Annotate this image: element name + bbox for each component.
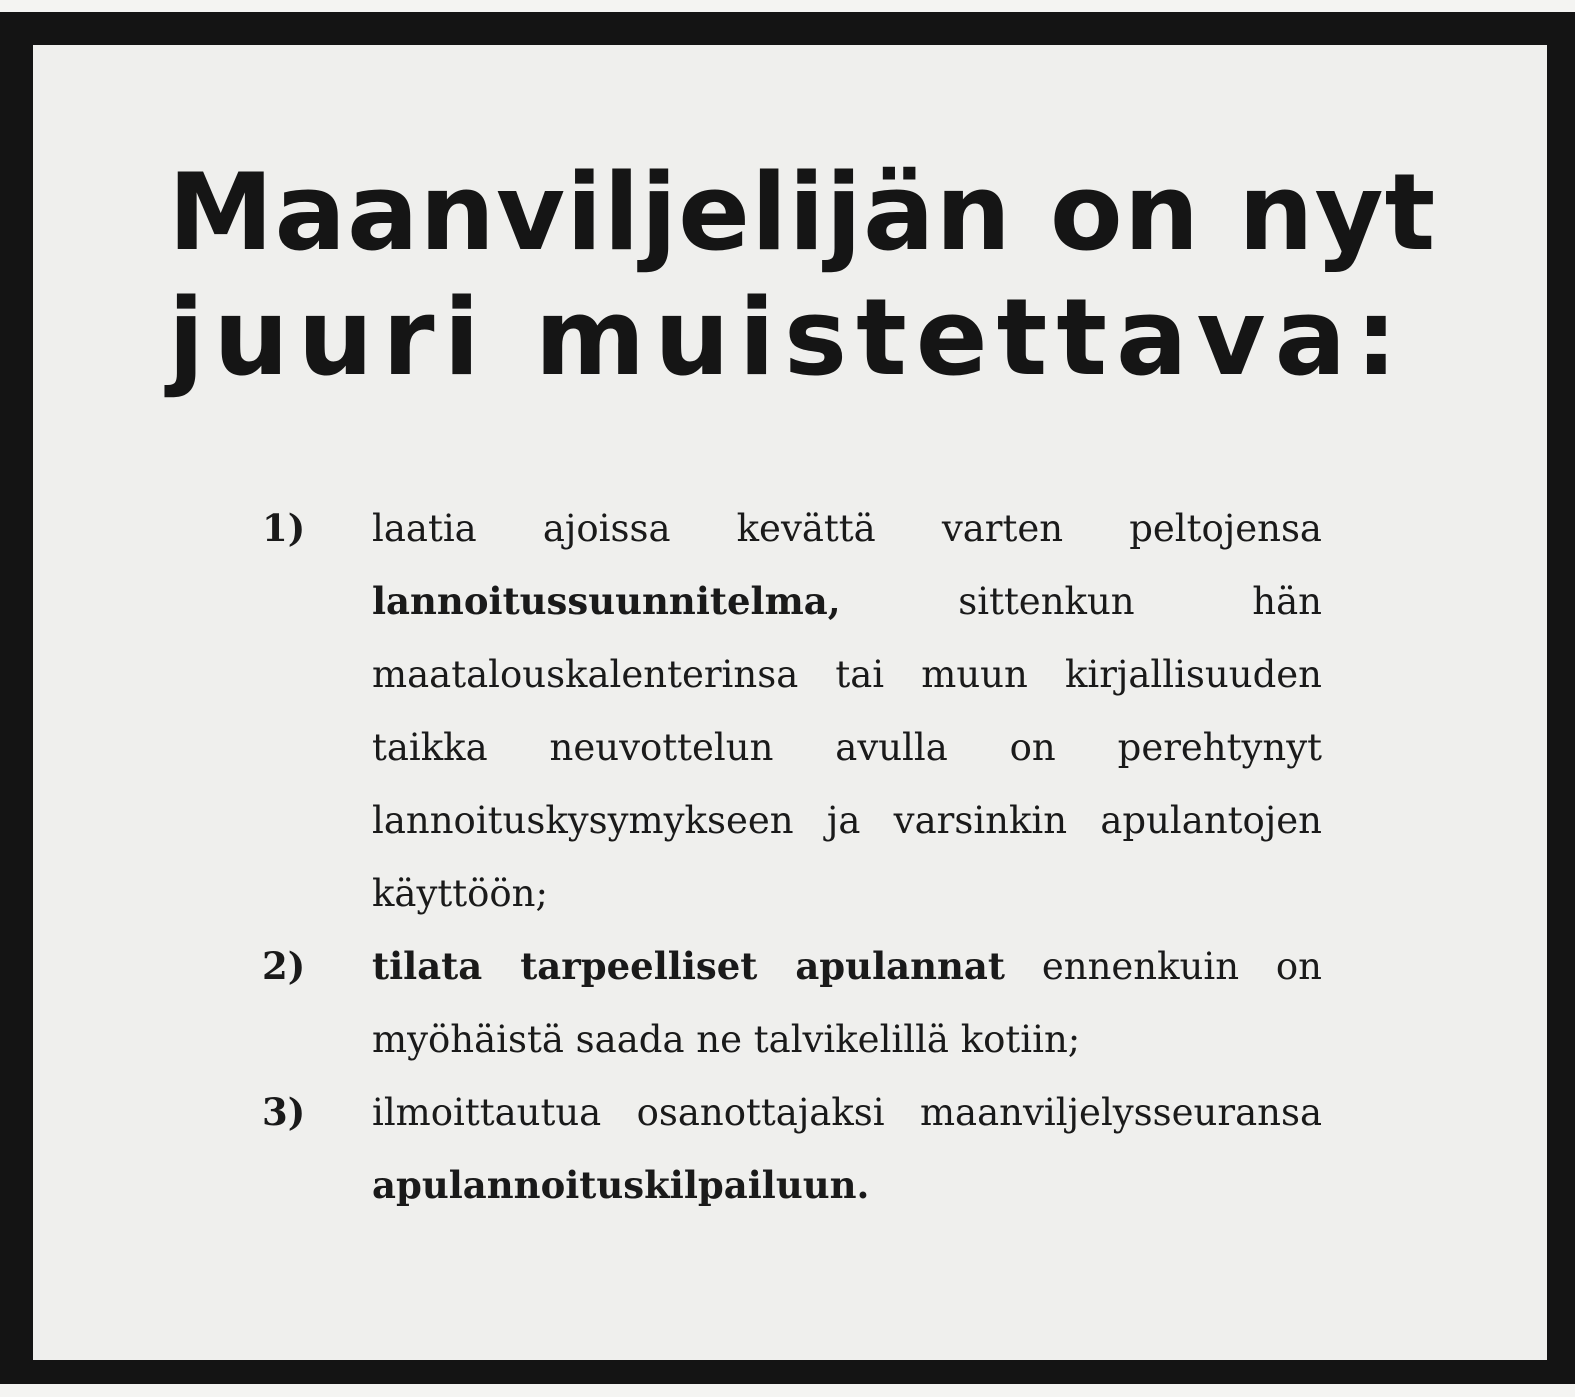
reminder-list <box>262 492 1322 1222</box>
reminder-item-2 <box>262 930 1322 1076</box>
headline-line-1: Maanviljelijän on nyt <box>168 151 1437 274</box>
item-emphasis: tilata tarpeelliset apulannat <box>372 944 1005 988</box>
item-number: 2) <box>262 944 306 988</box>
reminder-item-1 <box>262 492 1322 930</box>
item-emphasis: apulannoituskilpailuun. <box>372 1163 870 1207</box>
item-number: 3) <box>262 1090 306 1134</box>
ad-headline <box>168 150 1437 400</box>
reminder-item-3 <box>262 1076 1322 1222</box>
item-text: laatia ajoissa kevättä varten peltojensa <box>372 507 1322 550</box>
item-text-continued: ennenkuin on myöhäistä saada ne talvikelillä kotiin; <box>372 945 1322 1061</box>
item-number: 1) <box>262 506 306 550</box>
item-emphasis: lannoitussuunnitelma, <box>372 579 841 623</box>
item-text-continued: sittenkun hän maatalouskalenterinsa tai muun kirjallisuuden taikka neuvottelun avulla on perehtynyt lannoituskysymykseen ja varsinkin apulantojen käyttöön; <box>372 580 1322 915</box>
item-text: ilmoittautua osanottajaksi maanviljelysseuransa <box>372 1091 1322 1134</box>
headline-line-2: juuri muistettava: <box>168 276 1407 399</box>
